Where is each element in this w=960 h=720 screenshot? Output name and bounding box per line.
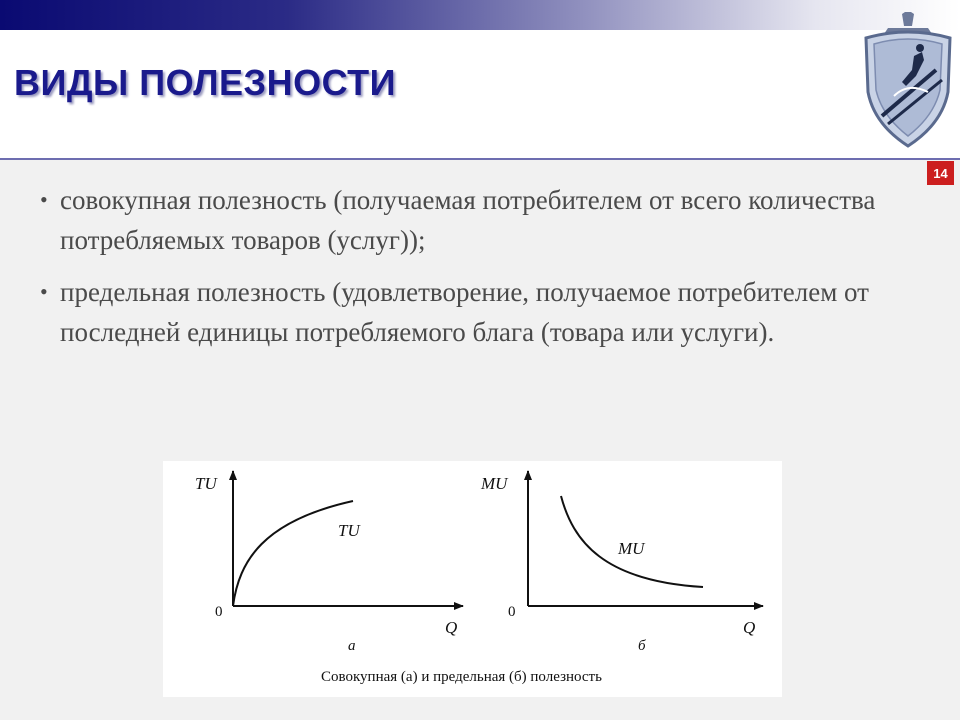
curve-label: TU: [338, 521, 360, 540]
x-axis-label: Q: [445, 618, 458, 637]
bullet-icon: •: [40, 187, 48, 212]
university-emblem-icon: [858, 12, 958, 152]
y-axis-label: MU: [481, 474, 508, 493]
x-axis-label: Q: [743, 618, 756, 637]
top-gradient-band: [0, 0, 960, 30]
utility-figure: [163, 461, 782, 697]
slide-number-badge: 14: [927, 161, 954, 185]
chart-sublabel: а: [348, 638, 356, 654]
header-divider: [0, 158, 960, 160]
tu-curve: [233, 501, 353, 606]
bullet-text: предельная полезность (удовлетворение, получаемое потребителем от последней единицы потребляемого блага (товара или услуги).: [60, 277, 869, 347]
bullet-icon: •: [40, 279, 48, 304]
origin-label: 0: [508, 604, 516, 620]
total-utility-chart: [195, 471, 463, 654]
origin-label: 0: [215, 604, 223, 620]
slide-title: ВИДЫ ПОЛЕЗНОСТИ: [14, 62, 397, 103]
list-item: [36, 180, 916, 260]
bullet-text: совокупная полезность (получаемая потребителем от всего количества потребляемых товаров (услуг));: [60, 185, 876, 255]
figure-caption: Совокупная (а) и предельная (б) полезность: [321, 669, 602, 685]
bullet-list: [36, 180, 916, 364]
y-axis-label: TU: [195, 474, 217, 493]
curve-label: MU: [618, 539, 645, 558]
list-item: [36, 272, 916, 352]
chart-sublabel: б: [638, 638, 646, 654]
marginal-utility-chart: [480, 471, 763, 654]
